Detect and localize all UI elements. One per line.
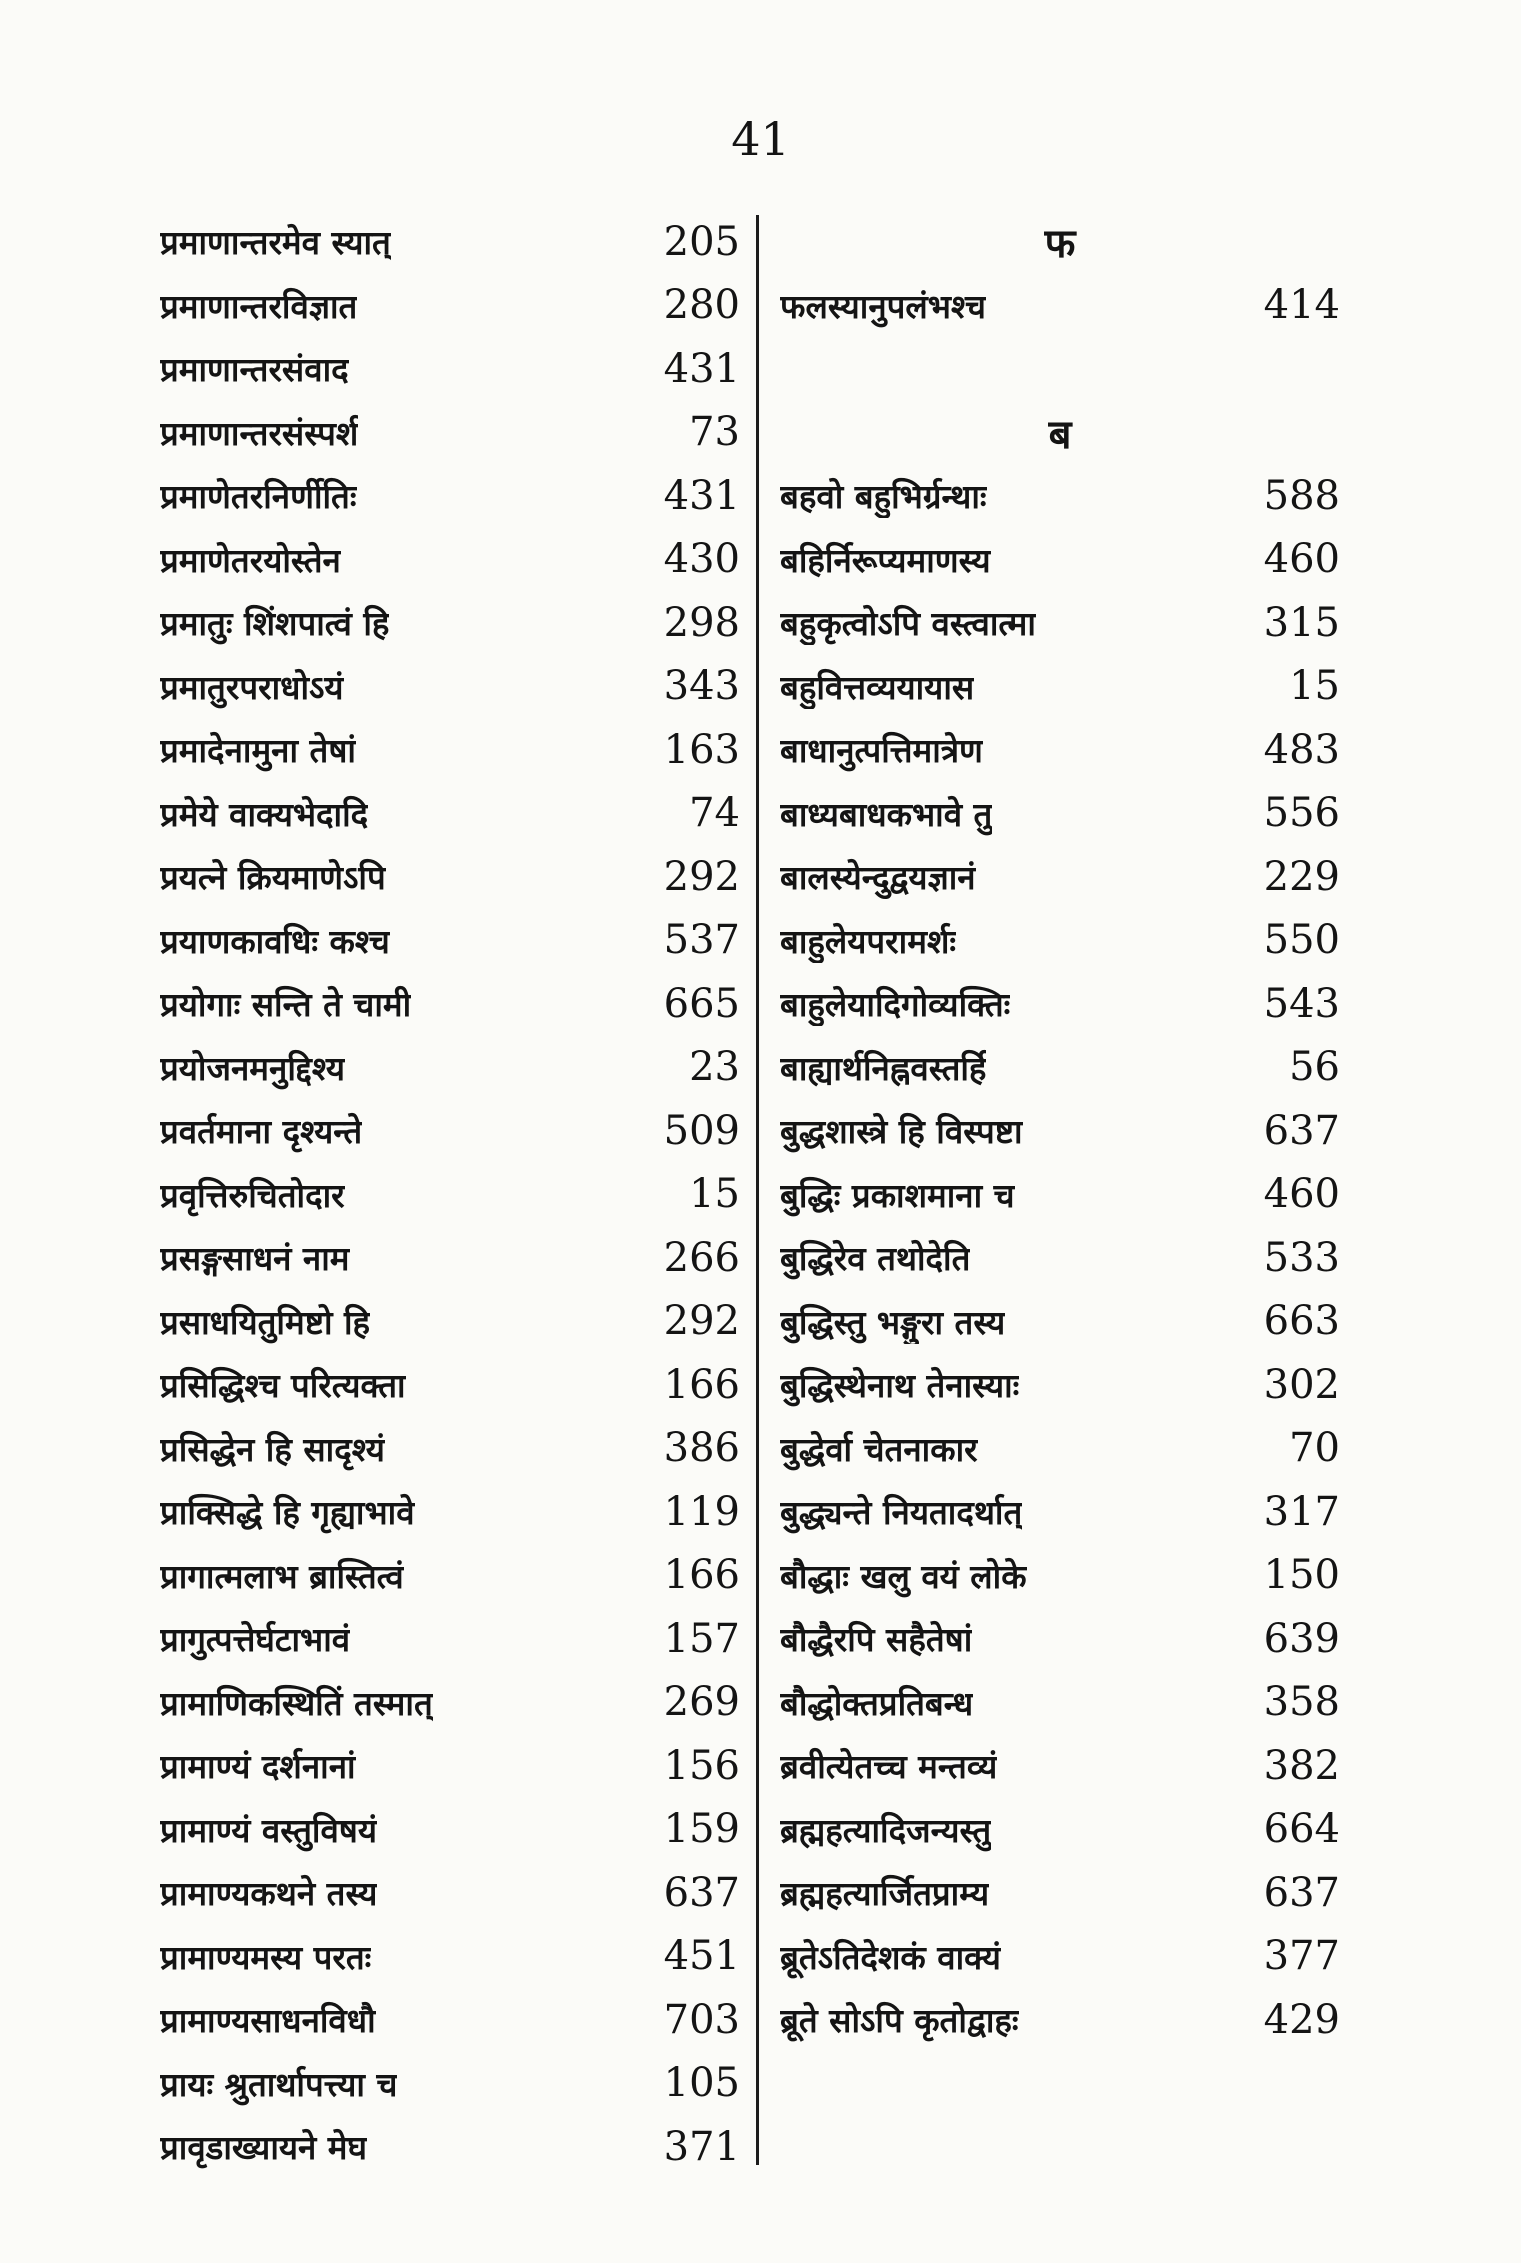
entry-page-number: 483 — [1263, 726, 1340, 773]
index-entry — [780, 909, 1340, 973]
entry-text: प्रवर्तमाना दृश्यन्ते — [160, 1112, 363, 1152]
entry-text: प्रयाणकावधिः कश्च — [160, 921, 390, 961]
index-entry — [160, 1163, 740, 1227]
entry-page-number: 266 — [663, 1234, 740, 1281]
entry-text: प्रमेये वाक्यभेदादि — [160, 794, 369, 834]
entry-page-number: 429 — [1263, 1996, 1340, 2043]
index-entry — [780, 718, 1340, 782]
index-entry — [160, 1417, 740, 1481]
entry-page-number: 537 — [663, 917, 740, 964]
entry-text: प्रसङ्गसाधनं नाम — [160, 1239, 350, 1279]
entry-text: बहुकृत्वोऽपि वस्त्वात्मा — [780, 604, 1036, 644]
entry-text: बुद्धिस्तु भङ्गुरा तस्य — [780, 1302, 1006, 1342]
index-entry — [160, 718, 740, 782]
entry-text: बालस्येन्दुद्वयज्ञानं — [780, 858, 976, 898]
section-heading-pha: फ — [1044, 221, 1076, 268]
index-entry — [160, 1607, 740, 1671]
index-entry — [160, 1671, 740, 1735]
entry-page-number: 460 — [1263, 1171, 1340, 1218]
index-entry — [780, 1798, 1340, 1862]
entry-text: प्रसिद्धेन हि सादृश्यं — [160, 1429, 385, 1469]
entry-page-number: 292 — [663, 853, 740, 900]
entry-page-number: 56 — [1289, 1044, 1340, 1091]
entry-page-number: 588 — [1263, 472, 1340, 519]
index-entry — [160, 1480, 740, 1544]
entry-page-number: 637 — [663, 1869, 740, 1916]
entry-text: प्रमातुरपराधोऽयं — [160, 667, 344, 707]
column-divider — [756, 215, 759, 2165]
entry-text: ब्रह्महत्यादिजन्यस्तु — [780, 1810, 992, 1850]
index-entry — [780, 1163, 1340, 1227]
entry-page-number: 229 — [1263, 853, 1340, 900]
page-number: 41 — [731, 112, 790, 166]
entry-page-number: 703 — [663, 1996, 740, 2043]
entry-page-number: 166 — [663, 1361, 740, 1408]
entry-page-number: 302 — [1263, 1361, 1340, 1408]
index-entry — [160, 401, 740, 465]
entry-text: प्रमाणान्तरसंवाद — [160, 350, 349, 390]
entry-text: फलस्यानुपलंभश्च — [780, 286, 986, 326]
entry-page-number: 556 — [1263, 790, 1340, 837]
entry-text: प्रामाणिकस्थितिं तस्मात् — [160, 1683, 433, 1723]
entry-page-number: 150 — [1263, 1552, 1340, 1599]
entry-page-number: 431 — [663, 472, 740, 519]
entry-text: बुद्धिरेव तथोदेति — [780, 1239, 971, 1279]
entry-text: प्रावृडाख्यायने मेघ — [160, 2128, 368, 2168]
entry-text: प्रमाणान्तरमेव स्यात् — [160, 223, 391, 263]
entry-text: प्रयोजनमनुद्दिश्य — [160, 1048, 345, 1088]
index-entry — [780, 528, 1340, 592]
index-entry — [160, 1226, 740, 1290]
index-entry — [160, 591, 740, 655]
entry-page-number: 637 — [1263, 1107, 1340, 1154]
entry-text: बौद्धोक्तप्रतिबन्ध — [780, 1683, 974, 1723]
entry-page-number: 533 — [1263, 1234, 1340, 1281]
index-entry — [780, 1544, 1340, 1608]
index-entry — [780, 655, 1340, 719]
index-entry — [780, 1290, 1340, 1354]
index-entry — [780, 1353, 1340, 1417]
entry-page-number: 205 — [663, 218, 740, 265]
entry-text: बाहुलेयादिगोव्यक्तिः — [780, 985, 1011, 1025]
entry-page-number: 460 — [1263, 536, 1340, 583]
entry-text: प्रमाणान्तरविज्ञात — [160, 286, 358, 326]
entry-page-number: 70 — [1289, 1425, 1340, 1472]
entry-page-number: 15 — [689, 1171, 740, 1218]
index-entry — [780, 1480, 1340, 1544]
left-index-column — [160, 210, 740, 2179]
index-entry — [160, 274, 740, 338]
right-index-column — [780, 210, 1340, 2052]
entry-page-number: 23 — [689, 1044, 740, 1091]
entry-page-number: 550 — [1263, 917, 1340, 964]
index-entry — [780, 1671, 1340, 1735]
index-entry — [160, 1099, 740, 1163]
index-entry — [160, 464, 740, 528]
index-entry — [780, 1036, 1340, 1100]
entry-page-number: 377 — [1263, 1933, 1340, 1980]
entry-page-number: 386 — [663, 1425, 740, 1472]
entry-page-number: 543 — [1263, 980, 1340, 1027]
entry-page-number: 157 — [663, 1615, 740, 1662]
index-entry — [160, 1290, 740, 1354]
entry-page-number: 430 — [663, 536, 740, 583]
index-entry — [780, 274, 1340, 338]
entry-text: प्राक्सिद्धे हि गृह्याभावे — [160, 1493, 415, 1533]
entry-page-number: 451 — [663, 1933, 740, 1980]
index-entry — [160, 1036, 740, 1100]
entry-page-number: 414 — [1263, 282, 1340, 329]
index-entry — [780, 1607, 1340, 1671]
index-entry — [780, 972, 1340, 1036]
index-entry — [160, 337, 740, 401]
entry-text: ब्रह्महत्यार्जितप्राम्य — [780, 1874, 990, 1914]
entry-text: प्रायः श्रुतार्थापत्त्या च — [160, 2064, 398, 2104]
entry-page-number: 317 — [1263, 1488, 1340, 1535]
entry-text: ब्रूतेऽतिदेशकं वाक्यं — [780, 1937, 1001, 1977]
entry-page-number: 292 — [663, 1298, 740, 1345]
entry-page-number: 74 — [689, 790, 740, 837]
entry-text: प्रमाणेतरयोस्तेन — [160, 540, 341, 580]
entry-text: प्रामाण्यमस्य परतः — [160, 1937, 372, 1977]
index-entry — [160, 1925, 740, 1989]
index-entry — [780, 464, 1340, 528]
entry-text: प्रवृत्तिरुचितोदार — [160, 1175, 345, 1215]
entry-text: प्रागात्मलाभ ब्रास्तित्वं — [160, 1556, 404, 1596]
index-entry — [160, 909, 740, 973]
index-entry — [780, 782, 1340, 846]
entry-text: प्रामाण्यकथने तस्य — [160, 1874, 378, 1914]
entry-text: प्रसाधयितुमिष्टो हि — [160, 1302, 371, 1342]
entry-text: प्रागुत्पत्तेर्घटाभावं — [160, 1620, 351, 1660]
entry-page-number: 163 — [663, 726, 740, 773]
entry-page-number: 315 — [1263, 599, 1340, 646]
entry-text: बाहुलेयपरामर्शः — [780, 921, 957, 961]
entry-page-number: 637 — [1263, 1869, 1340, 1916]
entry-text: प्रसिद्धिश्च परित्यक्ता — [160, 1366, 406, 1406]
entry-text: प्रयत्ने क्रियमाणेऽपि — [160, 858, 386, 898]
entry-text: बुद्धशास्त्रे हि विस्पष्टा — [780, 1112, 1023, 1152]
index-entry — [160, 1861, 740, 1925]
entry-text: प्रमाणेतरनिर्णीतिः — [160, 477, 357, 517]
entry-text: बुद्धेर्वा चेतनाकार — [780, 1429, 978, 1469]
entry-text: ब्रवीत्येतच्च मन्तव्यं — [780, 1747, 998, 1787]
index-entry — [780, 1734, 1340, 1798]
index-entry — [780, 1861, 1340, 1925]
index-entry — [160, 1353, 740, 1417]
index-entry — [780, 845, 1340, 909]
entry-text: प्रामाण्यं वस्तुविषयं — [160, 1810, 378, 1850]
index-entry — [160, 210, 740, 274]
index-entry — [780, 1988, 1340, 2052]
entry-page-number: 639 — [1263, 1615, 1340, 1662]
entry-page-number: 358 — [1263, 1679, 1340, 1726]
index-entry — [160, 845, 740, 909]
entry-page-number: 664 — [1263, 1806, 1340, 1853]
entry-page-number: 156 — [663, 1742, 740, 1789]
entry-page-number: 269 — [663, 1679, 740, 1726]
entry-text: बहवो बहुभिर्ग्रन्थाः — [780, 477, 987, 517]
entry-page-number: 663 — [1263, 1298, 1340, 1345]
section-heading-ba: ब — [1048, 411, 1072, 458]
entry-text: बाध्यबाधकभावे तु — [780, 794, 993, 834]
index-entry — [160, 2115, 740, 2179]
entry-text: प्रामाण्यसाधनविधौ — [160, 2001, 376, 2041]
index-entry — [160, 655, 740, 719]
entry-text: प्रमाणान्तरसंस्पर्श — [160, 413, 359, 453]
index-entry — [160, 972, 740, 1036]
index-entry — [780, 1417, 1340, 1481]
entry-text: प्रमादेनामुना तेषां — [160, 731, 356, 771]
entry-text: बाह्यार्थनिह्नवस्तर्हि — [780, 1048, 987, 1088]
entry-page-number: 15 — [1289, 663, 1340, 710]
entry-text: बौद्धाः खलु वयं लोके — [780, 1556, 1027, 1596]
entry-text: प्रामाण्यं दर्शनानां — [160, 1747, 356, 1787]
index-entry — [780, 591, 1340, 655]
entry-page-number: 73 — [689, 409, 740, 456]
entry-text: प्रयोगाः सन्ति ते चामी — [160, 985, 412, 1025]
entry-text: बुद्धिस्थेनाथ तेनास्याः — [780, 1366, 1020, 1406]
index-entry — [160, 2052, 740, 2116]
entry-text: प्रमातुः शिंशपात्वं हि — [160, 604, 390, 644]
section-gap — [780, 337, 1340, 401]
entry-text: बाधानुत्पत्तिमात्रेण — [780, 731, 983, 771]
index-entry — [160, 528, 740, 592]
index-entry — [780, 1925, 1340, 1989]
index-entry — [780, 1099, 1340, 1163]
entry-page-number: 509 — [663, 1107, 740, 1154]
entry-page-number: 105 — [663, 2060, 740, 2107]
entry-page-number: 343 — [663, 663, 740, 710]
index-entry — [160, 1988, 740, 2052]
entry-page-number: 431 — [663, 345, 740, 392]
entry-page-number: 166 — [663, 1552, 740, 1599]
entry-text: बहुवित्तव्ययायास — [780, 667, 975, 707]
entry-page-number: 371 — [663, 2123, 740, 2170]
entry-page-number: 280 — [663, 282, 740, 329]
entry-page-number: 119 — [663, 1488, 740, 1535]
entry-text: बहिर्निरूप्यमाणस्य — [780, 540, 991, 580]
index-entry — [780, 1226, 1340, 1290]
entry-text: ब्रूते सोऽपि कृतोद्वाहः — [780, 2001, 1019, 2041]
index-entry — [160, 1798, 740, 1862]
entry-page-number: 298 — [663, 599, 740, 646]
entry-text: बौद्धैरपि सहैतेषां — [780, 1620, 973, 1660]
index-entry — [160, 1734, 740, 1798]
index-entry — [160, 782, 740, 846]
entry-page-number: 159 — [663, 1806, 740, 1853]
entry-text: बुद्ध्यन्ते नियतादर्थात् — [780, 1493, 1023, 1533]
index-entry — [160, 1544, 740, 1608]
entry-text: बुद्धिः प्रकाशमाना च — [780, 1175, 1015, 1215]
entry-page-number: 665 — [663, 980, 740, 1027]
entry-page-number: 382 — [1263, 1742, 1340, 1789]
